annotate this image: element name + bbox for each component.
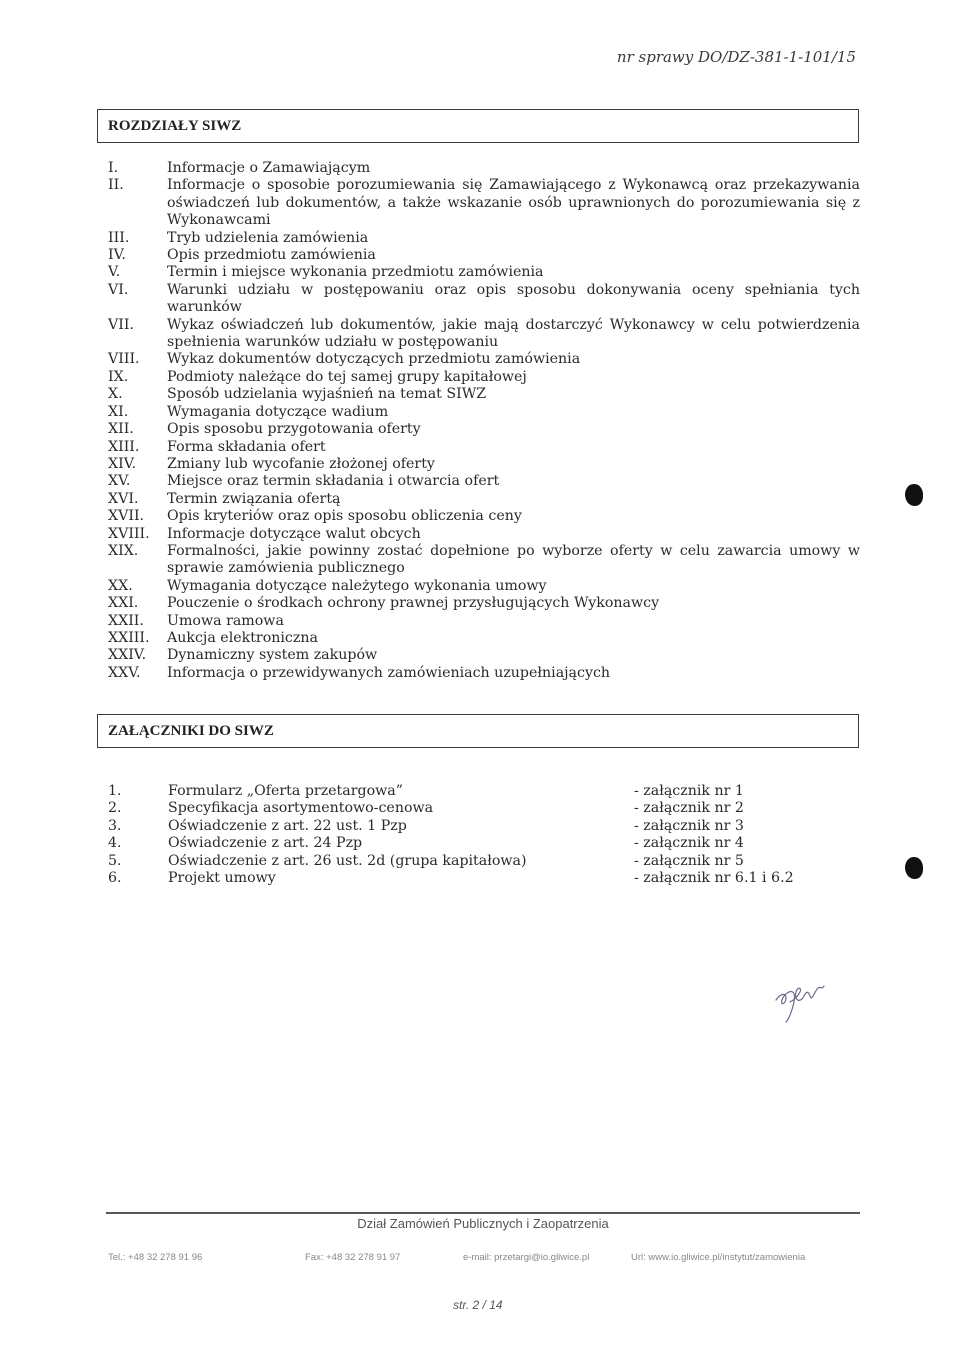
chapter-number: III.: [108, 229, 130, 246]
chapter-number: XVII.: [108, 508, 145, 525]
footer-url: Url: www.io.gliwice.pl/instytut/zamowienia: [631, 1252, 806, 1263]
chapter-number: XVIII.: [108, 525, 150, 542]
attachment-number: 5.: [108, 852, 122, 869]
chapter-title: Opis przedmiotu zamówienia: [167, 247, 376, 264]
footer-department: Dział Zamówień Publicznych i Zaopatrzenia: [357, 1216, 609, 1231]
chapter-number: XVI.: [108, 490, 139, 507]
attachment-reference: - załącznik nr 1: [634, 783, 744, 799]
attachment-number: 3.: [108, 817, 122, 834]
handwritten-signature: [772, 978, 832, 1026]
chapter-item: [108, 160, 860, 177]
footer-email: e-mail: przetargi@io.gliwice.pl: [463, 1252, 590, 1263]
attachment-reference: - załącznik nr 4: [634, 835, 744, 852]
attachment-item: [108, 853, 860, 870]
chapter-title: Aukcja elektroniczna: [167, 629, 318, 646]
chapter-number: XI.: [108, 403, 129, 420]
chapter-item: [108, 230, 860, 247]
chapter-title: Formalności, jakie powinny zostać dopełnione po wyborze oferty w celu zawarcia umowy w sprawie zamówienia publicznego: [167, 542, 860, 577]
footer-fax: Fax: +48 32 278 91 97: [305, 1252, 401, 1263]
chapter-title: Informacja o przewidywanych zamówieniach uzupełniających: [167, 664, 611, 681]
chapter-item: [108, 526, 860, 543]
chapter-title: Informacje o Zamawiającym: [167, 160, 371, 176]
chapter-number: VI.: [108, 281, 129, 298]
attachment-item: [108, 818, 860, 835]
chapter-title: Sposób udzielania wyjaśnień na temat SIWZ: [167, 386, 487, 403]
attachment-title: Specyfikacja asortymentowo-cenowa: [168, 800, 434, 817]
chapter-item: [108, 595, 860, 612]
attachment-number: 2.: [108, 800, 122, 817]
chapter-title: Forma składania ofert: [167, 438, 326, 455]
attachment-number: 4.: [108, 835, 122, 852]
chapter-number: VIII.: [108, 351, 140, 368]
chapter-number: XXI.: [108, 595, 139, 612]
chapter-title: Tryb udzielenia zamówienia: [167, 229, 369, 246]
chapter-item: [108, 317, 860, 352]
chapters-section-heading: [97, 109, 859, 143]
chapter-number: X.: [108, 386, 123, 403]
chapter-title: Opis sposobu przygotowania oferty: [167, 421, 421, 438]
chapter-title: Wykaz oświadczeń lub dokumentów, jakie mają dostarczyć Wykonawcy w celu potwierdzenia spełnienia warunków udziału w postępowaniu: [167, 316, 860, 351]
chapter-title: Informacje dotyczące walut obcych: [167, 525, 421, 542]
chapter-title: Miejsce oraz termin składania i otwarcia ofert: [167, 473, 500, 490]
attachment-item: [108, 870, 860, 887]
chapter-number: XIX.: [108, 542, 139, 559]
case-reference: nr sprawy DO/DZ-381-1-101/15: [616, 48, 856, 66]
attachment-title: Projekt umowy: [168, 870, 276, 887]
chapter-number: I.: [108, 160, 119, 176]
footer-phone: Tel.: +48 32 278 91 96: [108, 1252, 203, 1263]
chapter-title: Wykaz dokumentów dotyczących przedmiotu zamówienia: [167, 351, 581, 368]
attachment-title: Formularz „Oferta przetargowa”: [168, 783, 403, 799]
chapter-item: [108, 473, 860, 490]
chapter-item: [108, 456, 860, 473]
chapter-number: XV.: [108, 473, 131, 490]
chapters-section-title: ROZDZIAŁY SIWZ: [108, 117, 242, 134]
attachment-reference: - załącznik nr 2: [634, 800, 744, 817]
chapter-number: XIV.: [108, 455, 136, 472]
chapter-item: [108, 264, 860, 281]
attachment-reference: - załącznik nr 3: [634, 817, 744, 834]
chapter-item: [108, 665, 860, 682]
chapter-title: Opis kryteriów oraz opis sposobu obliczenia ceny: [167, 508, 522, 525]
chapter-item: [108, 439, 860, 456]
chapters-list: [108, 160, 860, 682]
attachment-title: Oświadczenie z art. 26 ust. 2d (grupa kapitałowa): [168, 852, 527, 869]
footer-divider: [106, 1212, 860, 1214]
chapter-number: V.: [108, 264, 121, 281]
attachments-section-title: ZAŁĄCZNIKI DO SIWZ: [108, 722, 274, 739]
chapter-number: XXIII.: [108, 629, 150, 646]
chapter-item: [108, 543, 860, 578]
chapter-title: Wymagania dotyczące wadium: [167, 403, 389, 420]
chapter-number: II.: [108, 177, 124, 194]
chapter-item: [108, 282, 860, 317]
attachments-section-heading: [97, 714, 859, 748]
attachment-reference: - załącznik nr 5: [634, 852, 744, 869]
attachment-reference: - załącznik nr 6.1 i 6.2: [634, 870, 794, 887]
chapter-item: [108, 630, 860, 647]
chapter-number: XXII.: [108, 612, 144, 629]
chapter-number: XX.: [108, 577, 133, 594]
chapter-title: Umowa ramowa: [167, 612, 284, 629]
chapter-number: XII.: [108, 421, 134, 438]
chapter-number: XIII.: [108, 438, 140, 455]
chapter-title: Wymagania dotyczące należytego wykonania umowy: [167, 577, 547, 594]
chapter-item: [108, 578, 860, 595]
chapter-title: Termin związania ofertą: [167, 490, 341, 507]
chapter-title: Pouczenie o środkach ochrony prawnej przysługujących Wykonawcy: [167, 595, 660, 612]
attachment-number: 6.: [108, 870, 122, 887]
chapter-number: XXV.: [108, 664, 141, 681]
attachments-list: [108, 783, 860, 887]
chapter-item: [108, 386, 860, 403]
chapter-title: Podmioty należące do tej samej grupy kapitałowej: [167, 368, 527, 385]
attachment-item: [108, 800, 860, 817]
attachment-number: 1.: [108, 783, 122, 799]
chapter-item: [108, 421, 860, 438]
chapter-title: Termin i miejsce wykonania przedmiotu zamówienia: [167, 264, 544, 281]
attachment-item: [108, 783, 860, 800]
binder-hole-mark: [905, 484, 923, 506]
attachment-item: [108, 835, 860, 852]
chapter-item: [108, 369, 860, 386]
chapter-item: [108, 351, 860, 368]
chapter-number: IV.: [108, 247, 126, 264]
attachment-title: Oświadczenie z art. 24 Pzp: [168, 835, 363, 852]
chapter-item: [108, 613, 860, 630]
chapter-item: [108, 247, 860, 264]
page-number: str. 2 / 14: [453, 1298, 503, 1312]
attachment-title: Oświadczenie z art. 22 ust. 1 Pzp: [168, 817, 407, 834]
chapter-item: [108, 508, 860, 525]
chapter-item: [108, 647, 860, 664]
chapter-title: Zmiany lub wycofanie złożonej oferty: [167, 455, 435, 472]
chapter-title: Informacje o sposobie porozumiewania się Zamawiającego z Wykonawcą oraz przekazywania oświadczeń lub dokumentów, a także wskazanie osób uprawnionych do porozumiewania się z Wykonawcami: [167, 177, 860, 229]
chapter-number: XXIV.: [108, 647, 147, 664]
chapter-number: VII.: [108, 316, 134, 333]
chapter-title: Warunki udziału w postępowaniu oraz opis sposobu dokonywania oceny spełniania tych warunków: [167, 281, 860, 316]
chapter-item: [108, 177, 860, 229]
binder-hole-mark: [905, 857, 923, 879]
chapter-item: [108, 404, 860, 421]
chapter-number: IX.: [108, 368, 129, 385]
chapter-title: Dynamiczny system zakupów: [167, 647, 378, 664]
chapter-item: [108, 491, 860, 508]
